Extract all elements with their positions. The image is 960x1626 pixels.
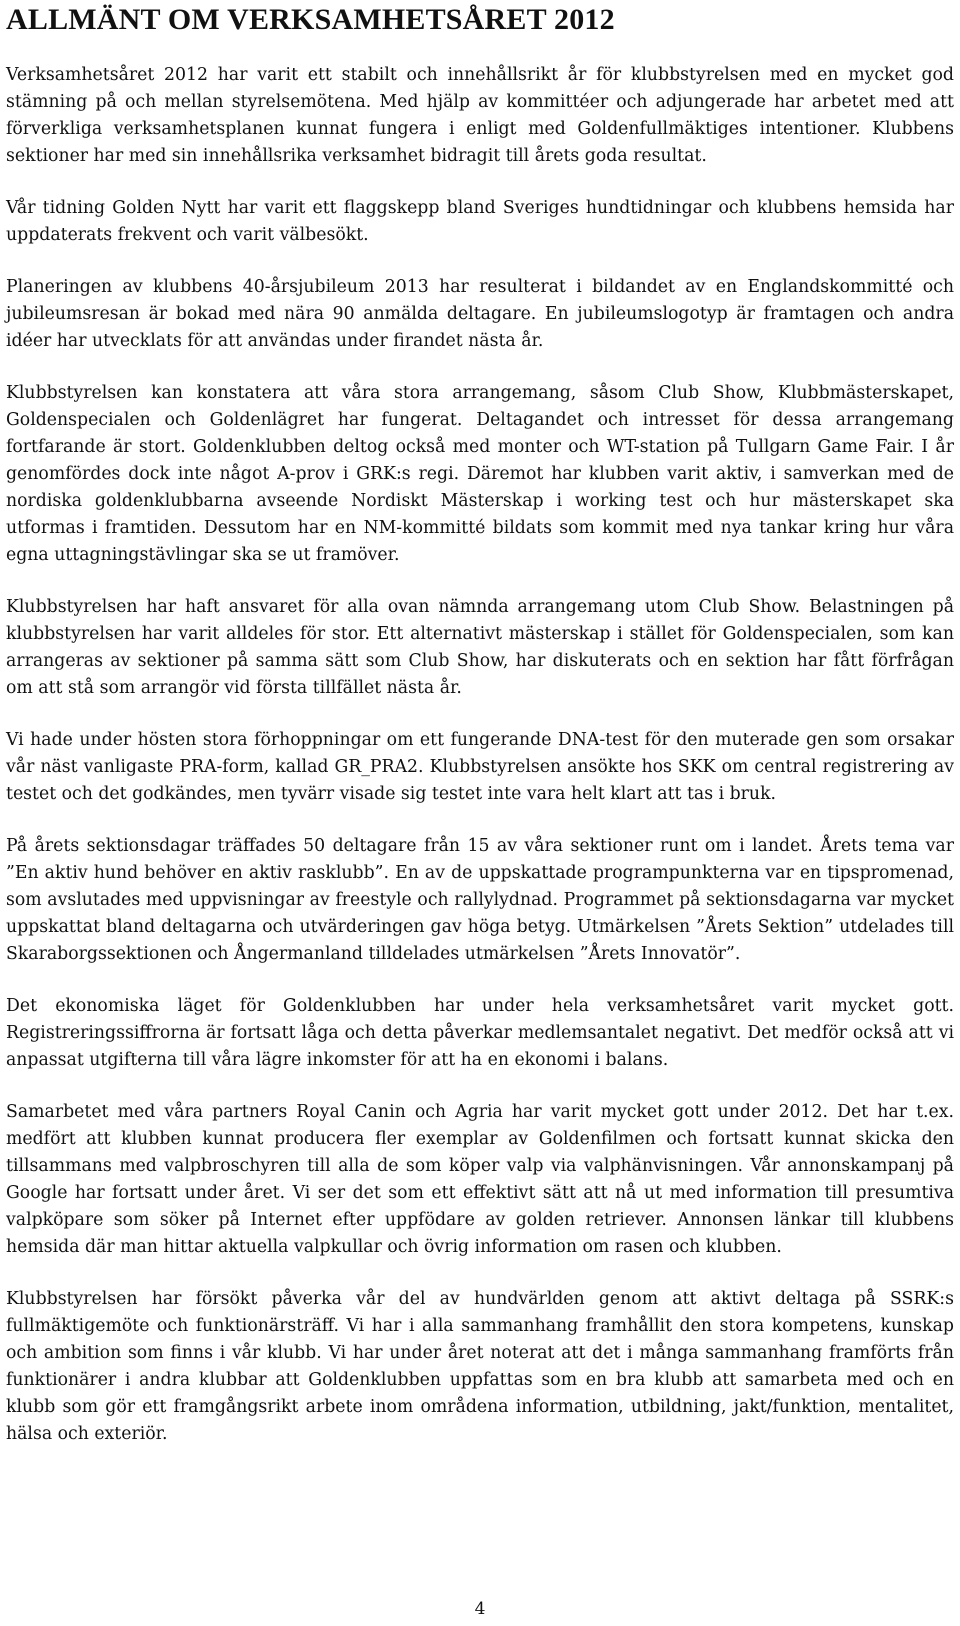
paragraph-sektionsdagar: På årets sektionsdagar träffades 50 deltagare från 15 av våra sektioner runt om i landet. Årets tema var ”En aktiv hund behöver en aktiv rasklubb”. En av de uppskattade programpunkterna var en tipspromenad, som avslutades med uppvisningar av freestyle och rallylydnad. Programmet på sektionsdagarna var mycket uppskattat bland deltagarna och utvärderingen gav höga betyg. Utmärkelsen ”Årets Sektion” utdelades till Skaraborgssektionen och Ångermanland tilldelades utmärkelsen ”Årets Innovatör”. — [6, 836, 954, 964]
paragraph-jubileum: Planeringen av klubbens 40-årsjubileum 2013 har resulterat i bildandet av en Englandskommitté och jubileumsresan är bokad med nära 90 anmälda deltagare. En jubileumslogotyp är framtagen och andra idéer har utvecklats för att användas under firandet nästa år. — [6, 277, 954, 351]
paragraph-hundvarlden: Klubbstyrelsen har försökt påverka vår del av hundvärlden genom att aktivt deltaga på SSRK:s fullmäktigemöte och funktionärsträff. Vi har i alla sammanhang framhållit den stora kompetens, kunskap och ambition som finns i vår klubb. Vi har under året noterat att det i många sammanhang framförts från funktionärer i andra klubbar att Goldenklubben uppfattas som en bra klubb att samarbeta med och en klubb som gör ett framgångsrikt arbete inom områdena information, utbildning, jakt/funktion, mentalitet, hälsa och exteriör. — [6, 1289, 954, 1444]
paragraph-golden-nytt: Vår tidning Golden Nytt har varit ett flaggskepp bland Sveriges hundtidningar och klubbens hemsida har uppdaterats frekvent och varit välbesökt. — [6, 198, 954, 245]
page-number: 4 — [474, 1599, 486, 1619]
paragraph-overview: Verksamhetsåret 2012 har varit ett stabilt och innehållsrikt år för klubbstyrelsen med en mycket god stämning på och mellan styrelsemötena. Med hjälp av kommittéer och adjungerade har arbetet med att förverkliga verksamhetsplanen kunnat fungera i enligt med Goldenfullmäktiges intentioner. Klubbens sektioner har med sin innehållsrika verksamhet bidragit till årets goda resultat. — [6, 65, 954, 166]
paragraph-ansvar: Klubbstyrelsen har haft ansvaret för alla ovan nämnda arrangemang utom Club Show. Belastningen på klubbstyrelsen har varit alldeles för stor. Ett alternativt mästerskap i stället för Goldenspecialen, som kan arrangeras av sektioner på samma sätt som Club Show, har diskuterats och en sektion har fått förfrågan om att stå som arrangör vid första tillfället nästa år. — [6, 597, 954, 698]
paragraph-partners: Samarbetet med våra partners Royal Canin och Agria har varit mycket gott under 2012. Det har t.ex. medfört att klubben kunnat producera fler exemplar av Goldenfilmen och fortsatt kunnat skicka den tillsammans med valpbroschyren till alla de som köper valp via valphänvisningen. Vår annonskampanj på Google har fortsatt under året. Vi ser det som ett effektivt sätt att nå ut med information till presumtiva valpköpare som söker på Internet efter uppfödare av golden retriever. Annonsen länkar till klubbens hemsida där man hittar aktuella valpkullar och övrig information om rasen och klubben. — [6, 1102, 954, 1257]
paragraph-ekonomi: Det ekonomiska läget för Goldenklubben har under hela verksamhetsåret varit mycket gott. Registreringssiffrorna är fortsatt låga och detta påverkar medlemsantalet negativt. Det medför också att vi anpassat utgifterna till våra lägre inkomster för att ha en ekonomi i balans. — [6, 996, 954, 1070]
page-heading: ALLMÄNT OM VERKSAMHETSÅRET 2012 — [6, 3, 615, 36]
paragraph-dna-test: Vi hade under hösten stora förhoppningar om ett fungerande DNA-test för den muterade gen som orsakar vår näst vanligaste PRA-form, kallad GR_PRA2. Klubbstyrelsen ansökte hos SKK om central registrering av testet och det godkändes, men tyvärr visade sig testet inte vara helt klart att tas i bruk. — [6, 730, 954, 804]
document-page — [6, 0, 954, 1448]
paragraph-arrangemang: Klubbstyrelsen kan konstatera att våra stora arrangemang, såsom Club Show, Klubbmästerskapet, Goldenspecialen och Goldenlägret har fungerat. Deltagandet och intresset för dessa arrangemang fortfarande är stort. Goldenklubben deltog också med monter och WT-station på Tullgarn Game Fair. I år genomfördes dock inte något A-prov i GRK:s regi. Däremot har klubben varit aktiv, i samverkan med de nordiska goldenklubbarna avseende Nordiskt Mästerskap i working test och hur mästerskapet ska utformas i framtiden. Dessutom har en NM-kommitté bildats som kommit med nya tankar kring hur våra egna uttagningstävlingar ska se ut framöver. — [6, 383, 954, 565]
